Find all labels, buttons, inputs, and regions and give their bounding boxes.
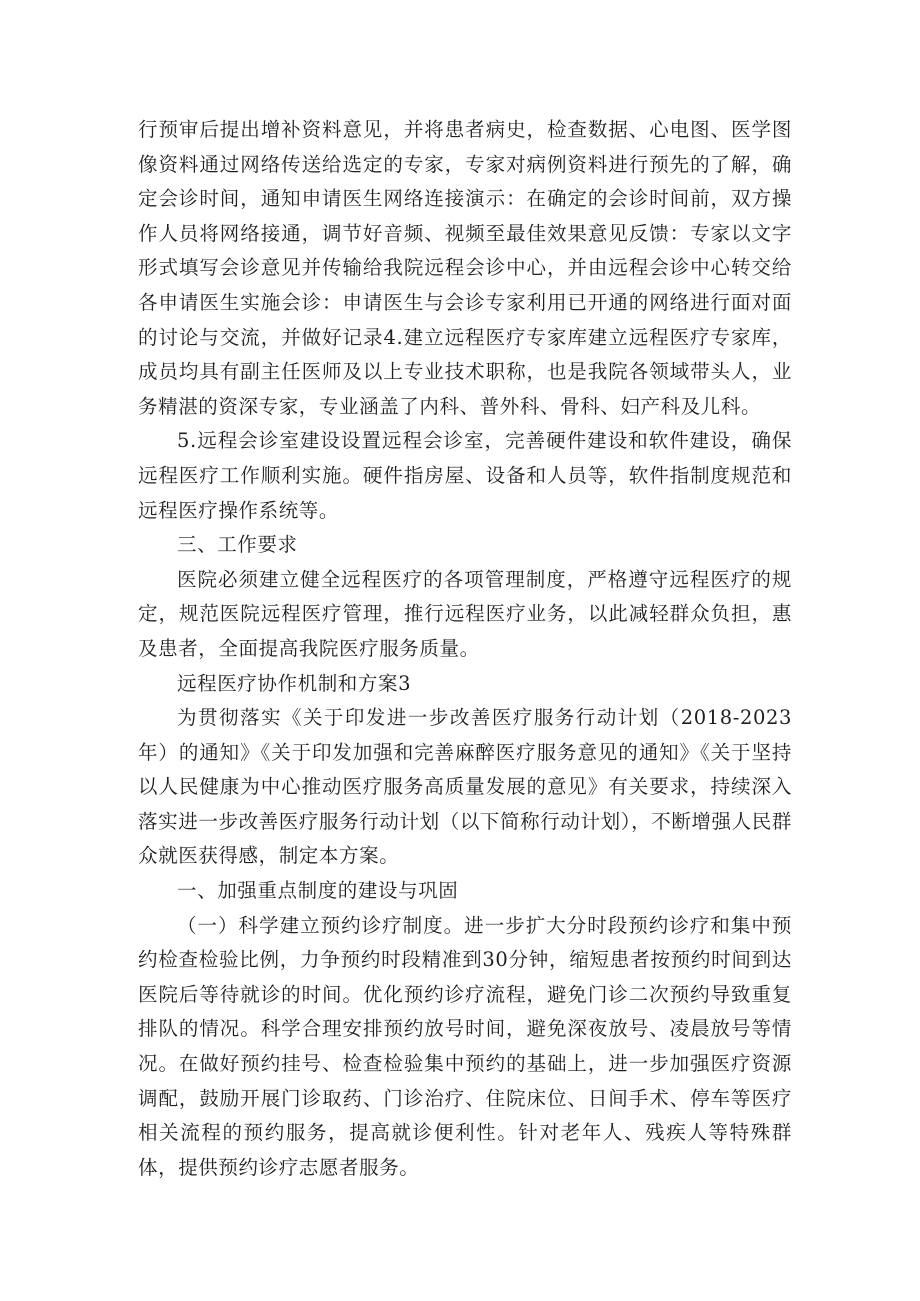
document-body — [138, 113, 792, 1185]
paragraph-3: 医院必须建立健全远程医疗的各项管理制度，严格遵守远程医疗的规定，规范医院远程医疗管理，推行远程医疗业务，以此减轻群众负担，惠及患者，全面提高我院医疗服务质量。 — [138, 567, 792, 660]
document-subtitle: 远程医疗协作机制和方案3 — [177, 671, 412, 695]
paragraph-4: 为贯彻落实《关于印发进一步改善医疗服务行动计划（2018-2023年）的通知》《关于印发加强和完善麻醉医疗服务意见的通知》《关于坚持以人民健康为中心推动医疗服务高质量发展的意见》有关要求，持续深入落实进一步改善医疗服务行动计划（以下简称行动计划），不断增强人民群众就医获得感，制定本方案。 — [138, 706, 792, 868]
section-heading-key-systems: 一、加强重点制度的建设与巩固 — [177, 879, 459, 903]
section-heading-work-requirements: 三、工作要求 — [177, 533, 298, 557]
paragraph-5: （一）科学建立预约诊疗制度。进一步扩大分时段预约诊疗和集中预约检查检验比例，力争预约时段精准到30分钟，缩短患者按预约时间到达医院后等待就诊的时间。优化预约诊疗流程，避免门诊二次预约导致重复排队的情况。科学合理安排预约放号时间，避免深夜放号、凌晨放号等情况。在做好预约挂号、检查检验集中预约的基础上，进一步加强医疗资源调配，鼓励开展门诊取药、门诊治疗、住院床位、日间手术、停车等医疗相关流程的预约服务，提高就诊便利性。针对老年人、残疾人等特殊群体，提供预约诊疗志愿者服务。 — [138, 913, 792, 1179]
paragraph-1: 行预审后提出增补资料意见，并将患者病史，检查数据、心电图、医学图像资料通过网络传送给选定的专家，专家对病例资料进行预先的了解，确定会诊时间，通知申请医生网络连接演示：在确定的会诊时间前，双方操作人员将网络接通，调节好音频、视频至最佳效果意见反馈：专家以文字形式填写会诊意见并传输给我院远程会诊中心，并由远程会诊中心转交给各申请医生实施会诊：申请医生与会诊专家利用已开通的网络进行面对面的讨论与交流，并做好记录4.建立远程医疗专家库建立远程医疗专家库，成员均具有副主任医师及以上专业技术职称，也是我院各领域带头人，业务精湛的资深专家，专业涵盖了内科、普外科、骨科、妇产科及儿科。 — [138, 118, 792, 418]
paragraph-2: 5.远程会诊室建设设置远程会诊室，完善硬件建设和软件建设，确保远程医疗工作顺利实施。硬件指房屋、设备和人员等，软件指制度规范和远程医疗操作系统等。 — [138, 429, 792, 522]
